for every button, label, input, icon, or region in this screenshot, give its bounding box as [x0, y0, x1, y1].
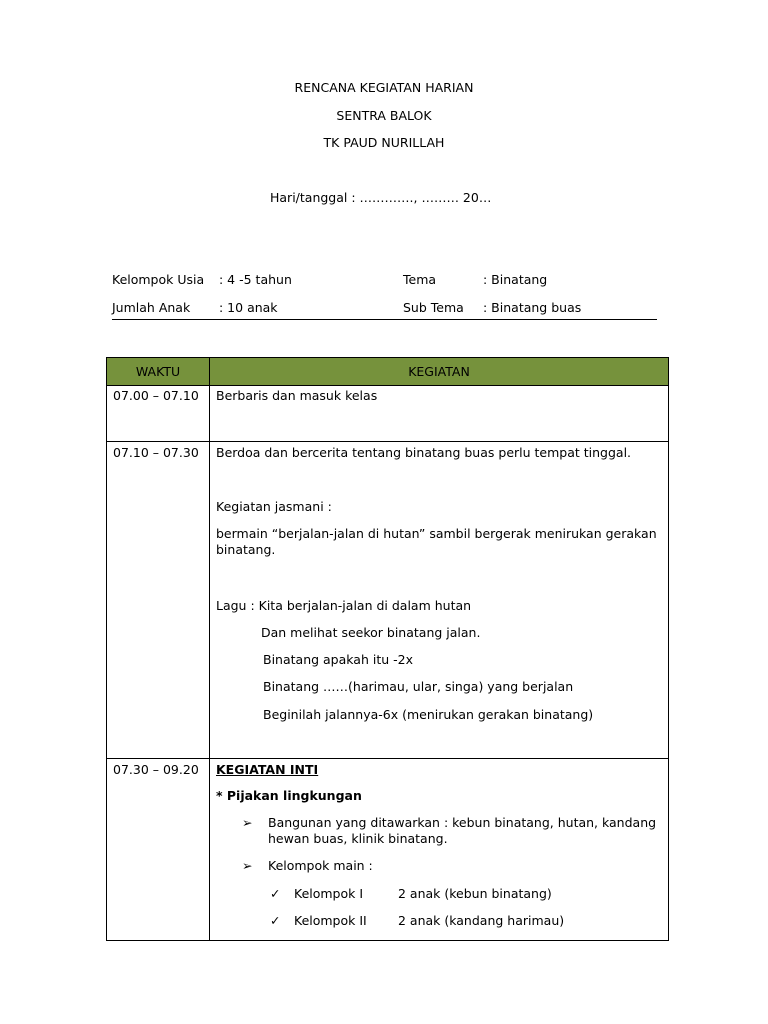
table-row: [107, 386, 669, 442]
table-header-row: [107, 358, 669, 386]
song-line-5: Beginilah jalannya-6x (menirukan gerakan binatang): [263, 707, 594, 722]
table-row: [107, 442, 669, 759]
sub-tema-value: : Binatang buas: [483, 300, 582, 315]
arrow-bullet-icon: ➢: [242, 815, 253, 830]
kelompok-1-label: Kelompok I: [294, 886, 364, 901]
kelompok-main-text: Kelompok main :: [268, 858, 373, 873]
tema-label: Tema: [403, 272, 437, 287]
song-line-3: Binatang apakah itu -2x: [263, 652, 413, 667]
doc-subtitle-school: TK PAUD NURILLAH: [323, 135, 445, 150]
pijakan-lingkungan-heading: * Pijakan lingkungan: [216, 788, 362, 803]
time-text: 07.00 – 07.10: [113, 388, 199, 403]
bangunan-text-cont: hewan buas, klinik binatang.: [268, 831, 448, 846]
kelompok-2-label: Kelompok II: [294, 913, 367, 928]
kelompok-usia-value: : 4 -5 tahun: [219, 272, 292, 287]
arrow-bullet-icon: ➢: [242, 858, 253, 873]
row-time: [107, 386, 210, 442]
activity-jasmani-heading: Kegiatan jasmani :: [216, 499, 332, 514]
tema-value: : Binatang: [483, 272, 548, 287]
kegiatan-inti-heading: KEGIATAN INTI: [216, 762, 319, 777]
info-divider: [112, 319, 657, 320]
row-time: [107, 442, 210, 759]
date-line: Hari/tanggal : …………., ……… 20…: [270, 190, 492, 205]
song-line-2: Dan melihat seekor binatang jalan.: [261, 625, 481, 640]
bangunan-text: Bangunan yang ditawarkan : kebun binatang, hutan, kandang: [268, 815, 657, 830]
schedule-table: [106, 357, 669, 941]
col-kegiatan-header: KEGIATAN: [210, 358, 669, 386]
activity-opening: Berdoa dan bercerita tentang binatang buas perlu tempat tinggal.: [216, 445, 632, 460]
jumlah-anak-value: : 10 anak: [219, 300, 278, 315]
activity-jasmani-desc: bermain “berjalan-jalan di hutan” sambil bergerak menirukan gerakan: [216, 526, 657, 541]
kelompok-2-value: 2 anak (kandang harimau): [398, 913, 565, 928]
song-line-4: Binatang ……(harimau, ular, singa) yang berjalan: [263, 679, 574, 694]
doc-title: RENCANA KEGIATAN HARIAN: [294, 80, 474, 95]
row-activity: [210, 442, 669, 759]
checkmark-icon: ✓: [270, 913, 281, 928]
table-row: [107, 759, 669, 941]
activity-jasmani-desc-cont: binatang.: [216, 542, 276, 557]
sub-tema-label: Sub Tema: [403, 300, 464, 315]
jumlah-anak-label: Jumlah Anak: [112, 300, 191, 315]
activity-text: Berbaris dan masuk kelas: [216, 388, 378, 403]
kelompok-1-value: 2 anak (kebun binatang): [398, 886, 552, 901]
row-activity: [210, 759, 669, 941]
doc-subtitle-sentra: SENTRA BALOK: [336, 108, 432, 123]
song-line-1: Lagu : Kita berjalan-jalan di dalam hutan: [216, 598, 472, 613]
row-activity: [210, 386, 669, 442]
row-time: [107, 759, 210, 941]
time-text: 07.30 – 09.20: [113, 762, 199, 777]
time-text: 07.10 – 07.30: [113, 445, 199, 460]
kelompok-usia-label: Kelompok Usia: [112, 272, 205, 287]
checkmark-icon: ✓: [270, 886, 281, 901]
col-waktu-header: WAKTU: [107, 358, 210, 386]
